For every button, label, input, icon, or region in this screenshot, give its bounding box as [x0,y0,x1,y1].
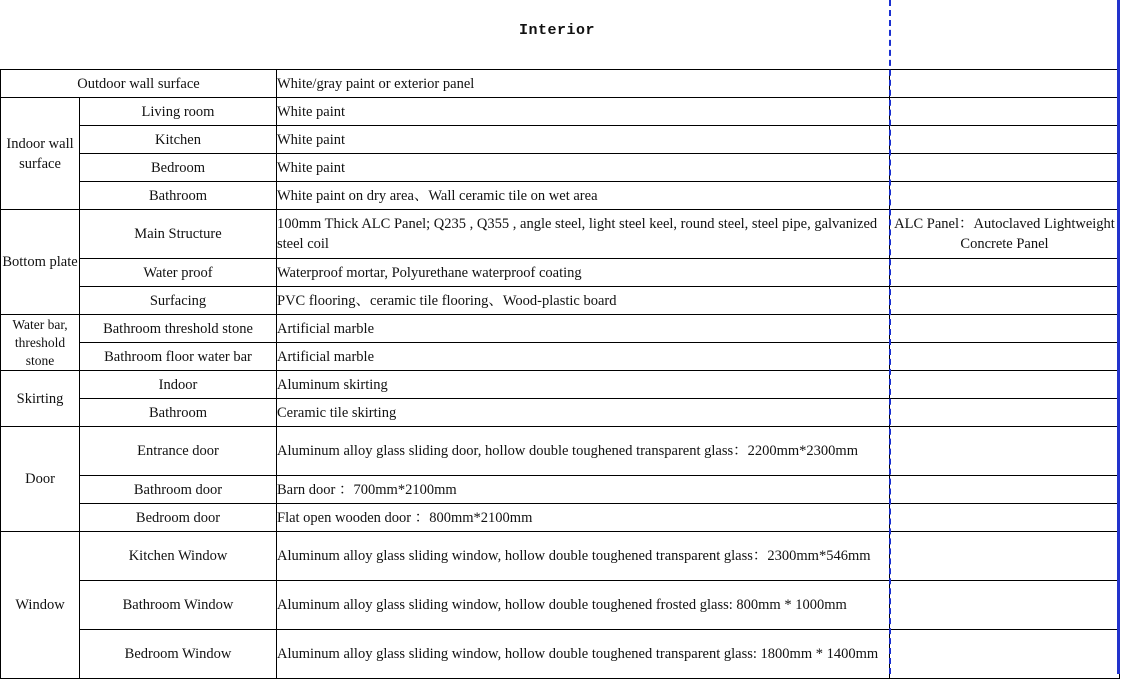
note-cell[interactable] [890,630,1120,679]
table-row [1,154,1120,182]
note-cell[interactable] [890,532,1120,581]
note-cell[interactable] [890,154,1120,182]
group-water-bar[interactable]: Water bar, threshold stone [1,315,80,371]
note-cell[interactable] [890,476,1120,504]
item-cell[interactable]: Kitchen Window [80,532,277,581]
spec-cell[interactable]: White paint [277,98,890,126]
note-cell[interactable] [890,287,1120,315]
item-cell[interactable]: Surfacing [80,287,277,315]
table-row [1,371,1120,399]
note-cell[interactable] [890,259,1120,287]
table-row [1,630,1120,679]
table-row [1,98,1120,126]
table-row [1,343,1120,371]
note-cell[interactable] [890,399,1120,427]
item-cell[interactable]: Bathroom [80,399,277,427]
table-row [1,259,1120,287]
spec-cell[interactable]: Waterproof mortar, Polyurethane waterproof coating [277,259,890,287]
item-cell[interactable]: Water proof [80,259,277,287]
item-cell[interactable]: Indoor [80,371,277,399]
group-door[interactable]: Door [1,427,80,532]
note-cell[interactable] [890,98,1120,126]
spec-cell[interactable]: Flat open wooden door ：800mm*2100mm [277,504,890,532]
item-cell[interactable]: Main Structure [80,210,277,259]
item-cell[interactable]: Bedroom Window [80,630,277,679]
item-cell[interactable]: Bedroom [80,154,277,182]
item-cell[interactable]: Bedroom door [80,504,277,532]
spec-cell[interactable]: Artificial marble [277,343,890,371]
spec-cell[interactable]: Aluminum skirting [277,371,890,399]
item-cell[interactable]: Bathroom Window [80,581,277,630]
note-cell[interactable] [890,126,1120,154]
item-cell[interactable]: Kitchen [80,126,277,154]
item-cell[interactable]: Bathroom [80,182,277,210]
spec-cell[interactable]: Ceramic tile skirting [277,399,890,427]
sheet-title: Interior [518,22,595,39]
item-cell[interactable]: Entrance door [80,427,277,476]
table-row [1,581,1120,630]
note-cell[interactable] [890,371,1120,399]
note-cell[interactable] [890,581,1120,630]
table-row [1,126,1120,154]
spec-cell[interactable]: PVC flooring、ceramic tile flooring、Wood-plastic board [277,287,890,315]
table-row [1,210,1120,259]
table-row [1,532,1120,581]
note-cell[interactable] [890,315,1120,343]
table-row [1,399,1120,427]
print-area-border [1117,0,1120,674]
spec-cell[interactable]: Aluminum alloy glass sliding window, hollow double toughened transparent glass: 1800mm * 1400mm [277,630,890,679]
note-cell[interactable]: ALC Panel：Autoclaved Lightweight Concrete Panel [890,210,1120,259]
page-break-line [889,0,891,674]
spec-cell[interactable]: Aluminum alloy glass sliding window, hollow double toughened frosted glass: 800mm * 1000mm [277,581,890,630]
group-window[interactable]: Window [1,532,80,679]
spec-cell[interactable]: White paint [277,126,890,154]
group-bottom-plate[interactable]: Bottom plate [1,210,80,315]
note-cell[interactable] [890,504,1120,532]
spec-cell[interactable]: Artificial marble [277,315,890,343]
item-cell[interactable]: Living room [80,98,277,126]
table-row [1,70,1120,98]
row-label-outdoor-wall[interactable]: Outdoor wall surface [1,70,277,98]
note-cell[interactable] [890,182,1120,210]
spec-cell[interactable]: 100mm Thick ALC Panel; Q235 , Q355 , angle steel, light steel keel, round steel, steel pipe, galvanized steel coil [277,210,890,259]
item-cell[interactable]: Bathroom door [80,476,277,504]
group-skirting[interactable]: Skirting [1,371,80,427]
table-row [1,315,1120,343]
note-cell[interactable] [890,427,1120,476]
item-cell[interactable]: Bathroom floor water bar [80,343,277,371]
group-indoor-wall[interactable]: Indoor wall surface [1,98,80,210]
spec-cell[interactable]: Barn door ：700mm*2100mm [277,476,890,504]
table-row [1,476,1120,504]
spec-cell[interactable]: Aluminum alloy glass sliding window, hollow double toughened transparent glass：2300mm*546mm [277,532,890,581]
table-row [1,427,1120,476]
table-row [1,182,1120,210]
note-cell[interactable] [890,343,1120,371]
table-row [1,287,1120,315]
spec-cell[interactable]: Aluminum alloy glass sliding door, hollow double toughened transparent glass：2200mm*2300mm [277,427,890,476]
spec-cell[interactable]: White/gray paint or exterior panel [277,70,890,98]
table-row [1,504,1120,532]
interior-spec-table [0,69,1120,679]
spec-cell[interactable]: White paint [277,154,890,182]
note-cell[interactable] [890,70,1120,98]
item-cell[interactable]: Bathroom threshold stone [80,315,277,343]
spec-cell[interactable]: White paint on dry area、Wall ceramic tile on wet area [277,182,890,210]
